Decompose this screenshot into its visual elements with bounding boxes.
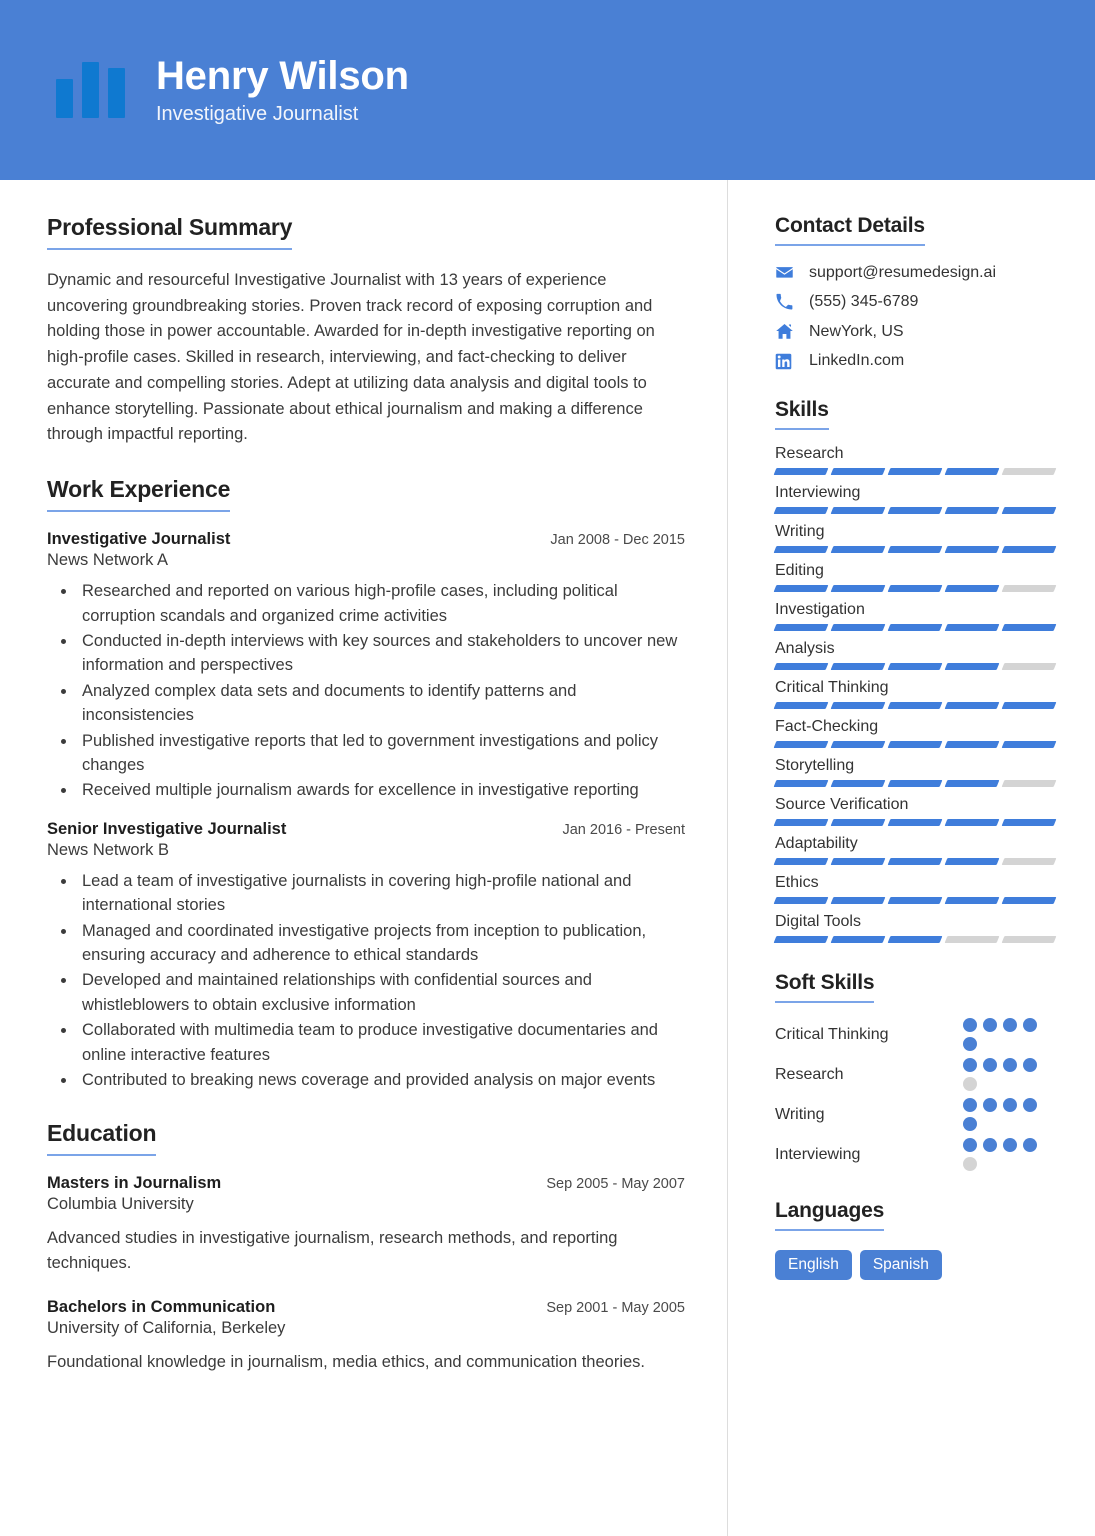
education-list [47,1174,685,1374]
soft-skill-dot [963,1077,977,1091]
institution-name: Columbia University [47,1195,194,1214]
soft-skill-dot [963,1058,977,1072]
skill-level-segment [831,819,886,826]
skill-level-bar [775,858,1055,865]
job-date-range: Jan 2008 - Dec 2015 [550,532,685,549]
soft-skill-dot [983,1058,997,1072]
skill-level-segment [831,858,886,865]
job-date-range: Jan 2016 - Present [562,821,685,838]
skill-row [775,562,1055,592]
soft-skill-dot [1003,1098,1017,1112]
soft-skill-dot [1003,1018,1017,1032]
skill-level-bar [775,468,1055,475]
education-entry-header [47,1298,685,1317]
skill-level-bar [775,507,1055,514]
skill-level-segment [1002,663,1057,670]
contact-list [775,263,1055,370]
soft-skill-dot [983,1018,997,1032]
skill-level-segment [888,507,943,514]
skill-level-segment [774,624,829,631]
contact-value: (555) 345-6789 [809,293,919,310]
soft-skills-section [775,971,1055,1171]
soft-skill-dot [1023,1058,1037,1072]
skill-name: Fact-Checking [775,718,879,735]
education-section [47,1120,685,1374]
section-heading-soft-skills: Soft Skills [775,971,874,1003]
skill-level-segment [774,780,829,787]
education-entry-header [47,1174,685,1193]
skill-level-segment [831,468,886,475]
skill-level-bar [775,702,1055,709]
skill-row [775,601,1055,631]
languages-list [775,1250,1055,1280]
experience-bullet: • Collaborated with multimedia team to produce investigative documentaries and online interactive features [77,1018,685,1067]
skill-level-segment [831,897,886,904]
experience-bullet: • Conducted in-depth interviews with key sources and stakeholders to uncover new information and perspectives [77,629,685,678]
skill-row [775,835,1055,865]
skill-row [775,757,1055,787]
skill-name: Source Verification [775,796,909,813]
professional-summary-section [47,214,685,448]
degree-title: Bachelors in Communication [47,1297,276,1316]
skill-name: Writing [775,523,825,540]
skill-level-segment [888,741,943,748]
contact-value: NewYork, US [809,322,904,340]
skill-row [775,874,1055,904]
skill-level-bar [775,624,1055,631]
skill-level-segment [945,585,1000,592]
skill-level-segment [1002,585,1057,592]
skill-level-segment [831,585,886,592]
experience-bullet: • Analyzed complex data sets and documents to identify patterns and inconsistencies [77,679,685,728]
soft-skill-name: Research [775,1065,844,1083]
education-date-range: Sep 2001 - May 2005 [546,1299,685,1316]
linkedin-icon [775,353,798,370]
skill-level-segment [1002,936,1057,943]
contact-item[interactable] [775,322,1055,341]
soft-skill-rating [963,1098,1055,1131]
skill-level-segment [831,546,886,553]
skill-level-segment [945,663,1000,670]
soft-skill-dot [963,1157,977,1171]
skill-level-segment [888,585,943,592]
soft-skill-dot [963,1037,977,1051]
skill-level-segment [774,546,829,553]
skill-level-segment [774,585,829,592]
job-bullet-list [77,869,685,1093]
soft-skill-dot [1023,1138,1037,1152]
summary-text: Dynamic and resourceful Investigative Journalist with 13 years of experience uncovering groundbreaking stories. Proven track record of exposing corruption and holding those in power accountable. Awarded for in-depth investigative reporting on high-profile cases. Skilled in research, interviewing, and fact-checking to deliver accurate and compelling stories. Adept at utilizing data analysis and digital tools to enhance storytelling. Passionate about ethical journalism and making a difference through impactful reporting. [47,271,655,444]
section-heading-experience: Work Experience [47,476,230,512]
experience-bullet: • Received multiple journalism awards for excellence in investigative reporting [77,778,685,802]
soft-skill-name: Interviewing [775,1145,861,1163]
soft-skill-dot [1003,1058,1017,1072]
language-tag[interactable]: Spanish [860,1250,942,1280]
contact-item[interactable] [775,293,1055,311]
home-icon [775,322,798,341]
section-heading-summary: Professional Summary [47,214,292,250]
skill-level-segment [888,780,943,787]
candidate-role: Investigative Journalist [156,103,359,125]
institution-name: University of California, Berkeley [47,1318,286,1337]
experience-bullet: • Lead a team of investigative journalists in covering high-profile national and international stories [77,869,685,918]
resume-body [0,180,1095,1536]
skill-level-segment [1002,546,1057,553]
soft-skill-rating [963,1138,1055,1171]
skill-level-segment [831,780,886,787]
soft-skill-dot [963,1138,977,1152]
skill-level-segment [945,936,1000,943]
skill-row [775,913,1055,943]
experience-bullet: • Published investigative reports that led to government investigations and policy changes [77,729,685,778]
soft-skill-row [775,1098,1055,1131]
soft-skill-row [775,1058,1055,1091]
skill-level-segment [1002,624,1057,631]
experience-list [47,530,685,1092]
experience-entry-header [47,820,685,839]
skill-level-bar [775,585,1055,592]
resume-header [0,0,1095,180]
soft-skill-dot [1023,1018,1037,1032]
skill-row [775,523,1055,553]
skill-name: Digital Tools [775,913,861,930]
education-description: Foundational knowledge in journalism, media ethics, and communication theories. [47,1352,645,1371]
soft-skill-row [775,1138,1055,1171]
education-entry [47,1174,685,1276]
job-organization: News Network B [47,840,169,859]
skill-row [775,640,1055,670]
degree-title: Masters in Journalism [47,1174,222,1193]
job-title: Senior Investigative Journalist [47,819,287,838]
job-organization: News Network A [47,551,169,570]
skill-level-segment [774,897,829,904]
email-icon [775,263,798,282]
soft-skill-dot [983,1098,997,1112]
skill-level-segment [945,624,1000,631]
skill-level-segment [831,702,886,709]
contact-details-section [775,214,1055,370]
skill-row [775,484,1055,514]
skill-level-segment [1002,507,1057,514]
section-heading-languages: Languages [775,1199,884,1231]
skill-level-segment [888,546,943,553]
education-description: Advanced studies in investigative journalism, research methods, and reporting techniques. [47,1229,618,1273]
skill-level-segment [1002,819,1057,826]
skill-level-segment [774,663,829,670]
skill-level-segment [888,624,943,631]
skill-level-segment [945,741,1000,748]
contact-value: LinkedIn.com [809,352,905,369]
experience-bullet: • Developed and maintained relationships with confidential sources and whistleblowers to obtain exclusive information [77,968,685,1017]
skill-level-segment [774,468,829,475]
language-tag[interactable]: English [775,1250,852,1280]
skill-level-bar [775,663,1055,670]
contact-item[interactable] [775,263,1055,282]
skill-name: Investigation [775,601,865,618]
soft-skill-dot [1023,1098,1037,1112]
skill-level-segment [774,936,829,943]
soft-skill-dot [1003,1138,1017,1152]
skill-level-segment [831,624,886,631]
skill-row [775,679,1055,709]
education-entry [47,1298,685,1375]
experience-bullet: • Researched and reported on various high-profile cases, including political corruption scandals and organized crime activities [77,579,685,628]
header-text-block [156,55,409,125]
skill-level-segment [888,897,943,904]
skill-name: Storytelling [775,757,855,774]
soft-skill-dot [963,1018,977,1032]
skill-name: Interviewing [775,484,861,501]
soft-skill-dot [963,1117,977,1131]
bar-chart-logo-icon [56,62,125,118]
soft-skill-rating [963,1058,1055,1091]
skill-level-segment [888,858,943,865]
skill-name: Adaptability [775,835,858,852]
skill-level-segment [831,741,886,748]
skill-level-segment [945,468,1000,475]
section-heading-education: Education [47,1120,156,1156]
skill-level-segment [945,702,1000,709]
soft-skill-row [775,1018,1055,1051]
skill-name: Critical Thinking [775,679,889,696]
skill-level-segment [774,819,829,826]
experience-entry [47,820,685,1093]
skill-level-segment [774,702,829,709]
skill-level-segment [831,507,886,514]
skill-level-bar [775,546,1055,553]
skill-level-segment [774,858,829,865]
skill-level-bar [775,897,1055,904]
skill-level-segment [888,663,943,670]
skill-level-segment [945,819,1000,826]
contact-item[interactable] [775,352,1055,370]
skill-level-segment [1002,897,1057,904]
education-date-range: Sep 2005 - May 2007 [546,1176,685,1193]
soft-skill-dot [963,1098,977,1112]
skill-level-segment [945,546,1000,553]
experience-entry-header [47,530,685,549]
job-title: Investigative Journalist [47,530,231,549]
skill-level-segment [831,936,886,943]
skill-level-segment [1002,468,1057,475]
skill-level-segment [831,663,886,670]
soft-skill-rating [963,1018,1055,1051]
skill-level-segment [945,858,1000,865]
skill-row [775,445,1055,475]
skill-level-bar [775,819,1055,826]
skill-level-segment [888,819,943,826]
skill-level-segment [945,780,1000,787]
work-experience-section [47,476,685,1092]
skill-level-segment [888,468,943,475]
contact-value: support@resumedesign.ai [809,263,997,281]
skill-row [775,796,1055,826]
languages-section [775,1199,1055,1280]
skills-list [775,445,1055,943]
soft-skill-dot [983,1138,997,1152]
skill-name: Ethics [775,874,819,891]
experience-bullet: • Managed and coordinated investigative projects from inception to publication, ensuring accuracy and adherence to ethical standards [77,919,685,968]
soft-skill-name: Critical Thinking [775,1025,889,1043]
skill-level-bar [775,780,1055,787]
skill-level-segment [1002,780,1057,787]
skill-level-segment [1002,702,1057,709]
main-column [0,180,727,1536]
candidate-name: Henry Wilson [156,54,409,98]
skill-level-segment [945,507,1000,514]
skill-row [775,718,1055,748]
section-heading-skills: Skills [775,398,829,430]
skill-level-bar [775,741,1055,748]
skill-name: Editing [775,562,824,579]
skill-level-segment [1002,741,1057,748]
skill-level-segment [888,936,943,943]
skill-name: Analysis [775,640,835,657]
skill-level-bar [775,936,1055,943]
soft-skills-list [775,1018,1055,1171]
skills-section [775,398,1055,943]
phone-icon [775,293,798,311]
sidebar-column [727,180,1095,1536]
skill-level-segment [945,897,1000,904]
soft-skill-name: Writing [775,1105,825,1123]
skill-name: Research [775,445,844,462]
skill-level-segment [774,741,829,748]
section-heading-contact: Contact Details [775,214,925,246]
skill-level-segment [1002,858,1057,865]
skill-level-segment [888,702,943,709]
job-bullet-list [77,579,685,803]
experience-entry [47,530,685,803]
experience-bullet: • Contributed to breaking news coverage and provided analysis on major events [77,1068,685,1092]
skill-level-segment [774,507,829,514]
